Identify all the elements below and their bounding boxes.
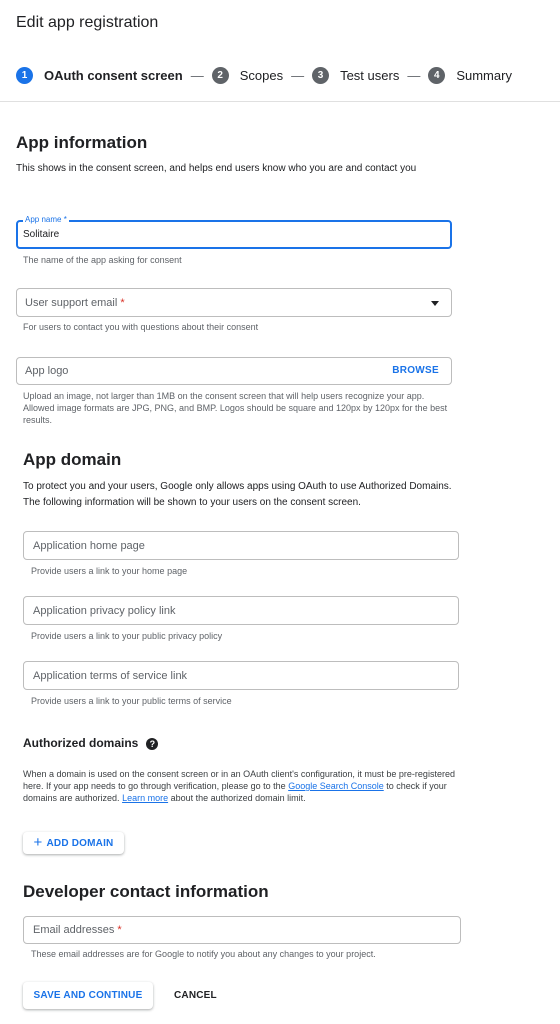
app-domain-description: To protect you and your users, Google only allows apps using OAuth to use Authorized Domains. The following information will be shown to your users on the consent screen. [23,481,452,508]
app-name-value: Solitaire [23,229,60,240]
authorized-domains-description: When a domain is used on the consent screen or in an OAuth client's configuration, it must be pre-registered here. If your app needs to go through verification, please go to the Google Search Console to check if your domains are authorized. Learn more about the authorized domain limit. [23,769,455,803]
app-logo-label: App logo [25,365,69,377]
step-separator: — [291,67,305,83]
application-terms-of-service-placeholder: Application terms of service link [33,669,188,682]
step-4-number[interactable]: 4 [428,67,445,84]
app-information-description: This shows in the consent screen, and helps end users know who you are and contact you [16,163,417,174]
application-home-page-hint: Provide users a link to your home page [31,566,188,576]
app-domain-heading: App domain [23,450,122,469]
app-logo-field [16,357,452,385]
developer-contact-heading: Developer contact information [23,882,269,901]
step-scopes[interactable]: Scopes [239,67,284,83]
app-name-hint: The name of the app asking for consent [23,255,182,265]
page-title: Edit app registration [16,14,159,31]
step-summary[interactable]: Summary [456,67,512,83]
email-addresses-hint: These email addresses are for Google to notify you about any changes to your project. [31,949,376,959]
stepper [16,65,512,85]
save-and-continue-button[interactable]: SAVE AND CONTINUE [23,982,153,1009]
help-icon[interactable]: ? [146,738,158,750]
step-1-number[interactable]: 1 [16,67,33,84]
browse-button[interactable]: BROWSE [392,365,439,376]
email-addresses-label: Email addresses * [33,924,122,936]
app-name-label: App name * [25,215,67,224]
user-support-email-select[interactable] [16,288,452,317]
application-home-page-input[interactable] [23,531,459,560]
step-3-number[interactable]: 3 [312,67,329,84]
application-privacy-policy-placeholder: Application privacy policy link [33,604,176,617]
step-separator: — [190,67,204,83]
learn-more-link[interactable]: Learn more [122,793,169,803]
app-information-heading: App information [16,133,148,152]
add-domain-label: ADD DOMAIN [46,837,114,849]
application-terms-of-service-hint: Provide users a link to your public terms of service [31,696,232,706]
cancel-button[interactable]: CANCEL [174,990,217,1001]
user-support-email-label: User support email * [25,296,125,309]
application-terms-of-service-input[interactable] [23,661,459,690]
app-name-field[interactable] [16,215,452,249]
application-home-page-placeholder: Application home page [33,539,145,552]
google-search-console-link[interactable]: Google Search Console [288,781,384,791]
authorized-domains-heading: Authorized domains ? [23,736,158,750]
step-separator: — [407,67,421,83]
application-privacy-policy-hint: Provide users a link to your public privacy policy [31,631,223,641]
step-test-users[interactable]: Test users [340,67,400,83]
header-divider [0,101,560,102]
user-support-email-hint: For users to contact you with questions about their consent [23,322,259,332]
application-privacy-policy-input[interactable] [23,596,459,625]
step-oauth-consent-screen[interactable]: OAuth consent screen [44,67,183,83]
add-domain-button[interactable] [23,832,124,854]
chevron-down-icon[interactable] [431,301,439,306]
email-addresses-input[interactable] [23,916,461,944]
plus-icon: + [33,834,43,851]
app-logo-hint: Upload an image, not larger than 1MB on the consent screen that will help users recognize your app. Allowed image formats are JPG, PNG, and BMP. Logos should be square and 120px by 120px for the best results. [23,391,448,425]
step-2-number[interactable]: 2 [212,67,229,84]
